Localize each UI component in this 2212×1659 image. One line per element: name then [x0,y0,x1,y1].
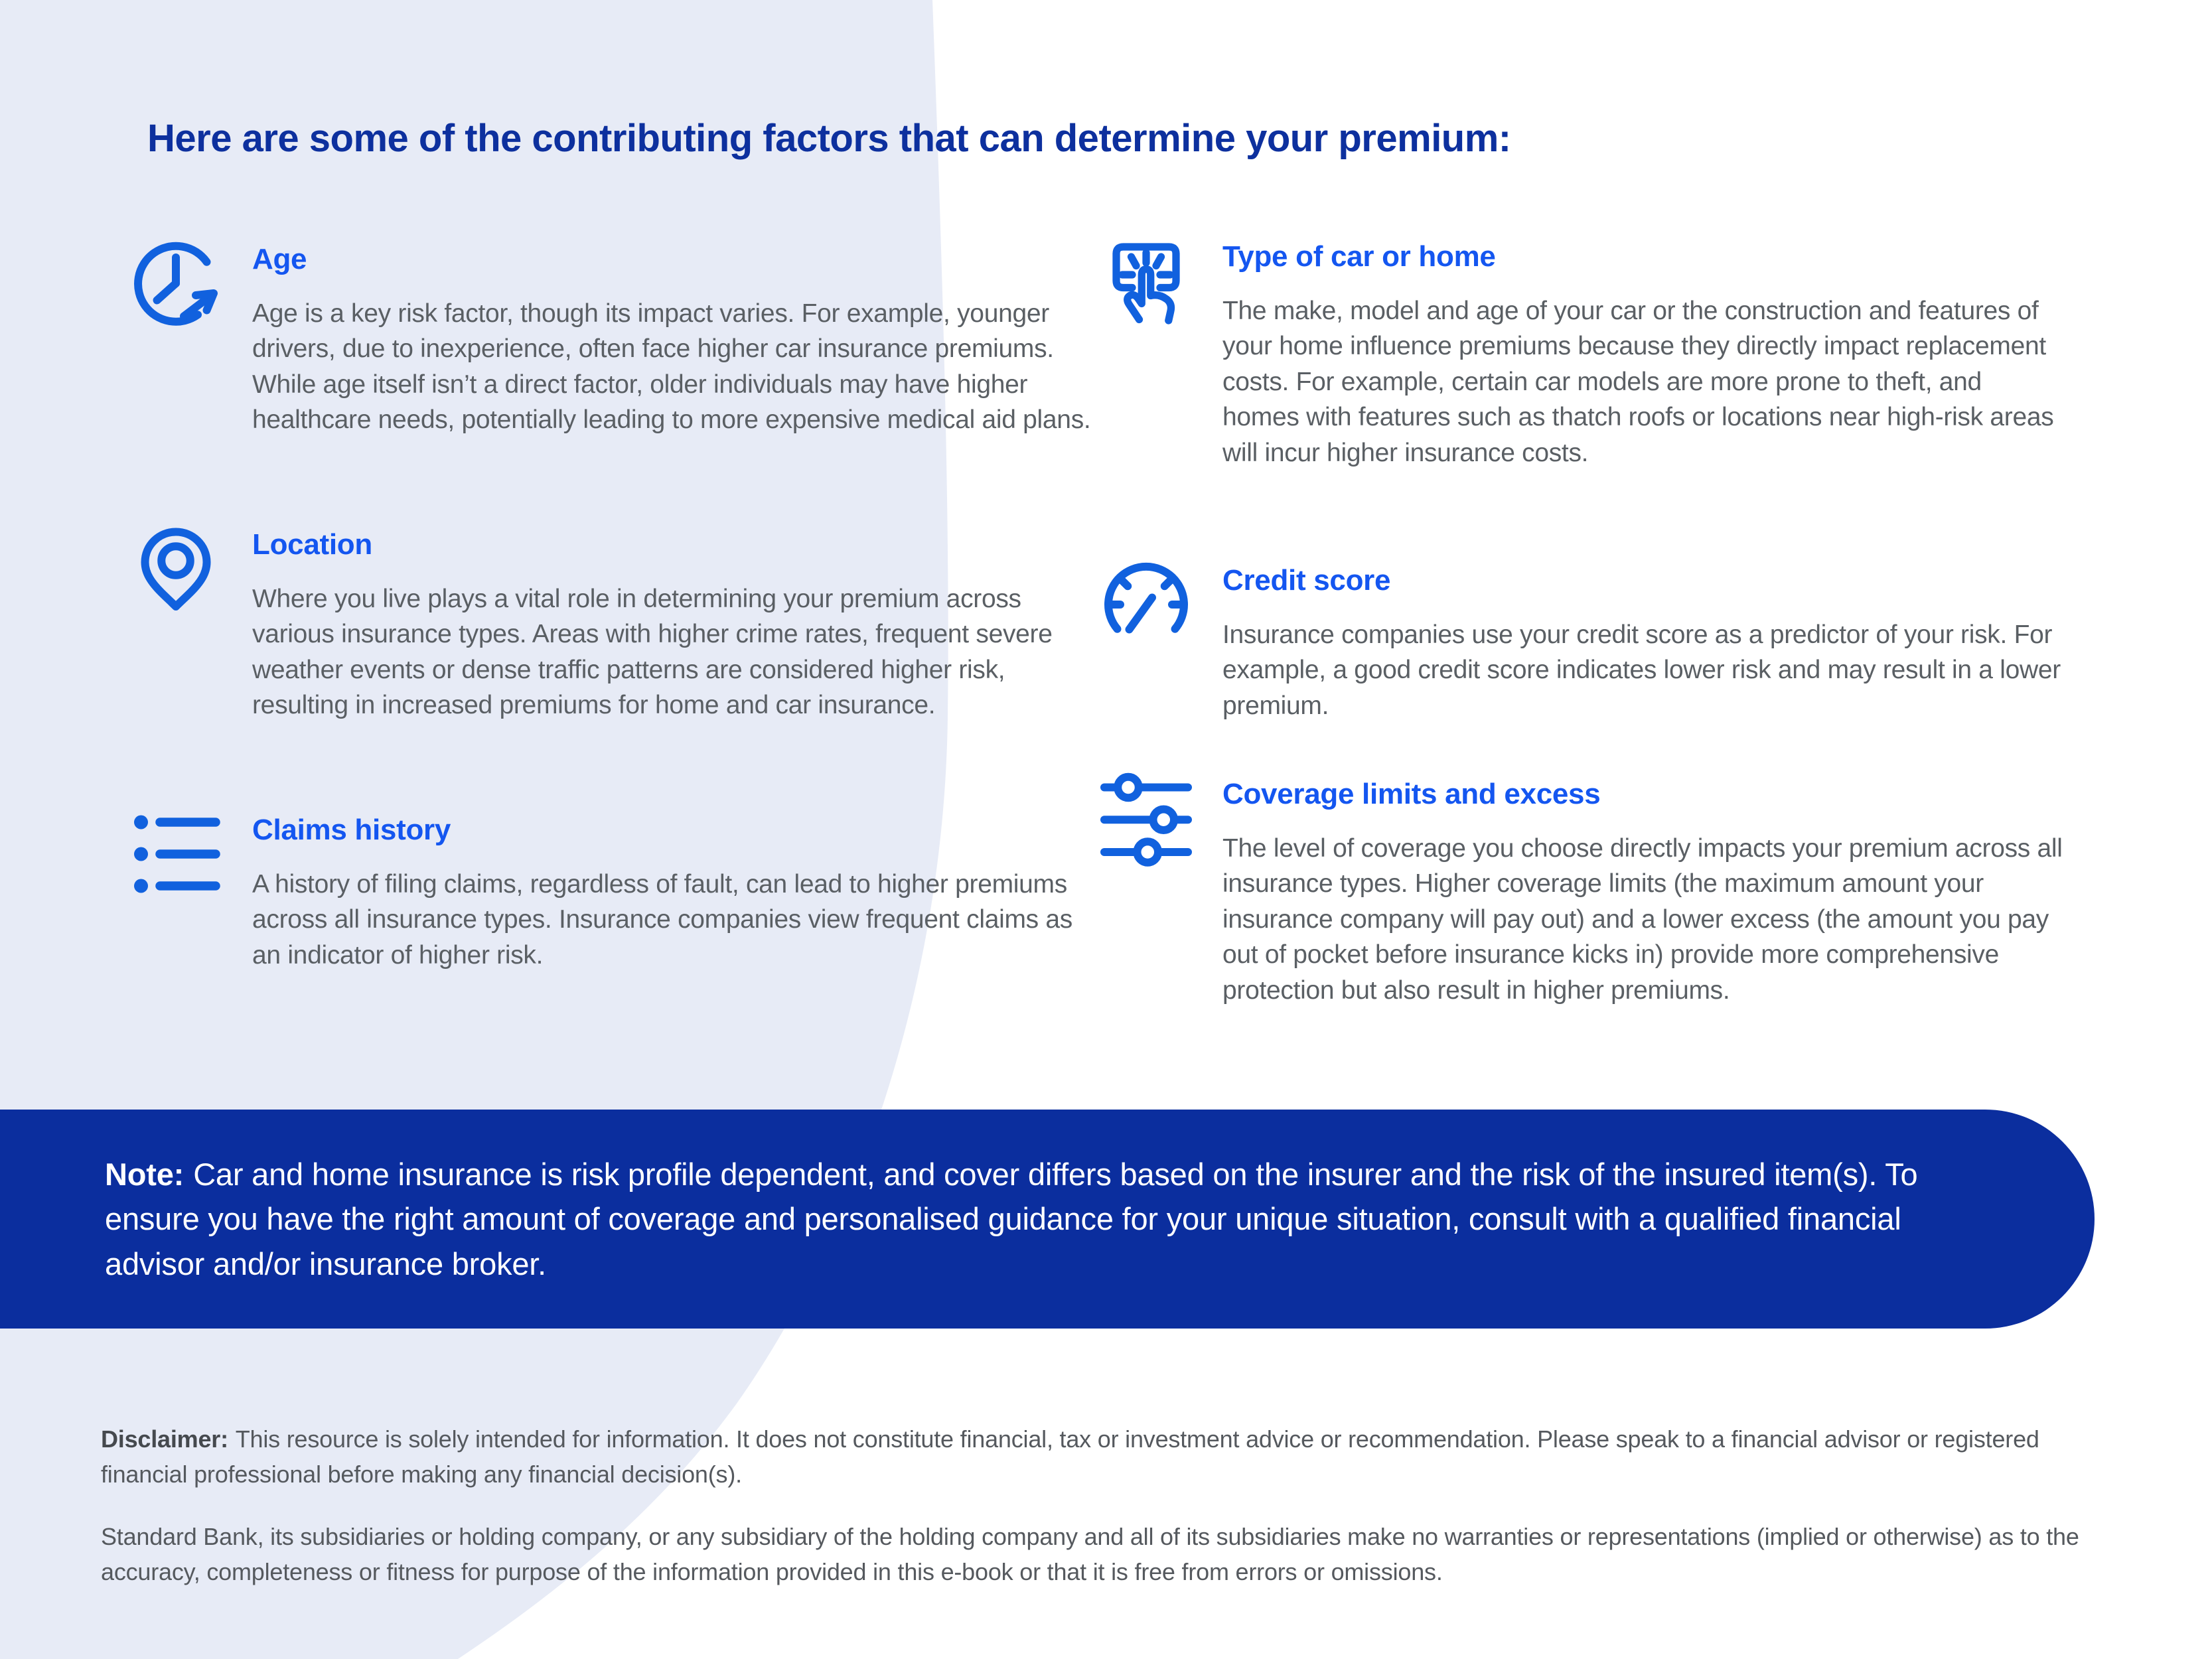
factor-type-of-car-or-home [1096,231,2132,470]
speedometer-icon [1096,555,1196,654]
disclaimer-paragraph-2 [101,1519,2112,1590]
sliders-icon [1096,768,1196,868]
factor-coverage-limits [1096,768,2132,1008]
factor-age [126,234,1102,438]
factor-title: Claims history [252,814,451,846]
map-pin-icon [126,519,226,618]
factor-credit-score [1096,555,2132,723]
note-text [105,1152,1922,1286]
clock-arrow-icon [126,234,226,333]
disclaimer-label: Disclaimer: [101,1425,228,1453]
note-body: Car and home insurance is risk profile dependent, and cover differs based on the insurer and the risk of the insured item(s). To ensure you have the right amount of coverage and personalised guidance for your unique situation, consult with a qualified financial advisor and/or insurance broker. [105,1157,1918,1281]
disclaimer [101,1421,2112,1616]
note-banner [0,1110,2095,1329]
disclaimer-text-1: This resource is solely intended for information. It does not constitute financial, tax or investment advice or recommendation. Please speak to a financial advisor or registered financial professional before making any financial decision(s). [101,1425,2039,1488]
page-title: Here are some of the contributing factors that can determine your premium: [147,117,1511,160]
tap-select-icon [1096,231,1196,330]
bulleted-list-icon [126,804,226,904]
factor-title: Coverage limits and excess [1222,778,1601,810]
factor-title: Credit score [1222,564,1391,597]
factor-body: The make, model and age of your car or the construction and features of your home influence premiums because they directly impact replacement costs. For example, certain car models are more prone to theft, and homes with features such as thatch roofs or locations near high-risk areas will incur higher insurance costs. [1222,297,2054,467]
factor-title: Type of car or home [1222,240,1496,273]
factor-claims-history [126,804,1102,973]
note-label: Note: [105,1157,184,1192]
factor-location [126,519,1102,723]
factor-title: Age [252,243,307,275]
factor-title: Location [252,528,372,561]
disclaimer-text-2: Standard Bank, its subsidiaries or holding company, or any subsidiary of the holding company and all of its subsidiaries make no warranties or representations (implied or otherwise) as to the accuracy, completeness or fitness for purpose of the information provided in this e-book or that it is free from errors or omissions. [101,1522,2079,1585]
factor-body: The level of coverage you choose directly impacts your premium across all insurance types. Higher coverage limits (the maximum amount your insurance company will pay out) and a lower excess (the amount you pay out of pocket before insurance kicks in) provide more comprehensive protection but also result in higher premiums. [1222,834,2063,1005]
factor-body: Age is a key risk factor, though its impact varies. For example, younger drivers, due to inexperience, often face higher car insurance premiums. While age itself isn’t a direct factor, older individuals may have higher healthcare needs, potentially leading to more expensive medical aid plans. [252,299,1091,435]
factor-body: A history of filing claims, regardless of fault, can lead to higher premiums across all insurance types. Insurance companies view frequent claims as an indicator of higher risk. [252,870,1072,970]
factor-body: Where you live plays a vital role in determining your premium across various insurance types. Areas with higher crime rates, frequent severe weather events or dense traffic patterns are considered higher risk, resulting in increased premiums for home and car insurance. [252,585,1053,720]
disclaimer-paragraph-1 [101,1421,2112,1492]
factor-body: Insurance companies use your credit score as a predictor of your risk. For example, a good credit score indicates lower risk and may result in a lower premium. [1222,620,2061,720]
